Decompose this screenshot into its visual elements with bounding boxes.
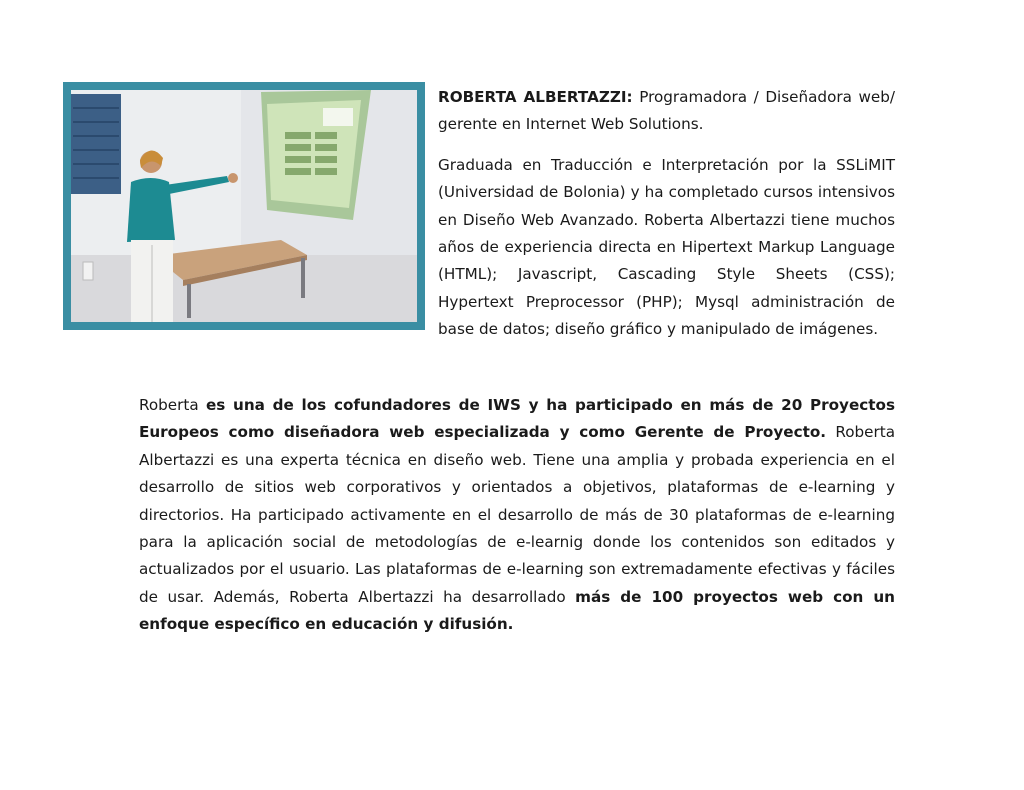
person-role: Programadora / Diseñadora web/ gerente en Internet Web Solutions. bbox=[438, 88, 896, 134]
intro-section bbox=[139, 84, 895, 358]
experience-highlight-2: más de 100 proyectos web con un enfoque específico en educación y difusión. bbox=[139, 587, 895, 634]
person-name: ROBERTA ALBERTAZZI: bbox=[438, 88, 633, 106]
experience-paragraph bbox=[139, 392, 895, 639]
experience-text-1: Roberta bbox=[139, 396, 206, 414]
bio-paragraph: Graduada en Traducción e Interpretación por la SSLiMIT (Universidad de Bolonia) y ha completado cursos intensivos en Diseño Web Avanzado. Roberta Albertazzi tiene muchos años de experiencia directa en Hipertext Markup Language (HTML); Javascript, Cascading Style Sheets (CSS); Hypertext Preprocessor (PHP); Mysql administración de base de datos; diseño gráfico y manipulado de imágenes. bbox=[438, 155, 895, 339]
experience-highlight-1: es una de los cofundadores de IWS y ha participado en más de 20 Proyectos Europeos como diseñadora web especializada y como Gerente de Proyecto. bbox=[139, 396, 895, 442]
photo-wrap-spacer bbox=[139, 84, 438, 358]
experience-text-2: Roberta Albertazzi es una experta técnica en diseño web. Tiene una amplia y probada experiencia en el desarrollo de sitios web corporativos y orientados a objetivos, plataformas de e-learning y directorios. Ha participado activamente en el desarrollo de más de 30 plataformas de e-learning para la aplicación social de metodologías de e-learnig donde los contenidos son editados y actualizados por el usuario. Las plataformas de e-learning son extremadamente efectivas y fáciles de usar. Además, Roberta Albertazzi ha desarrollado bbox=[139, 423, 895, 606]
